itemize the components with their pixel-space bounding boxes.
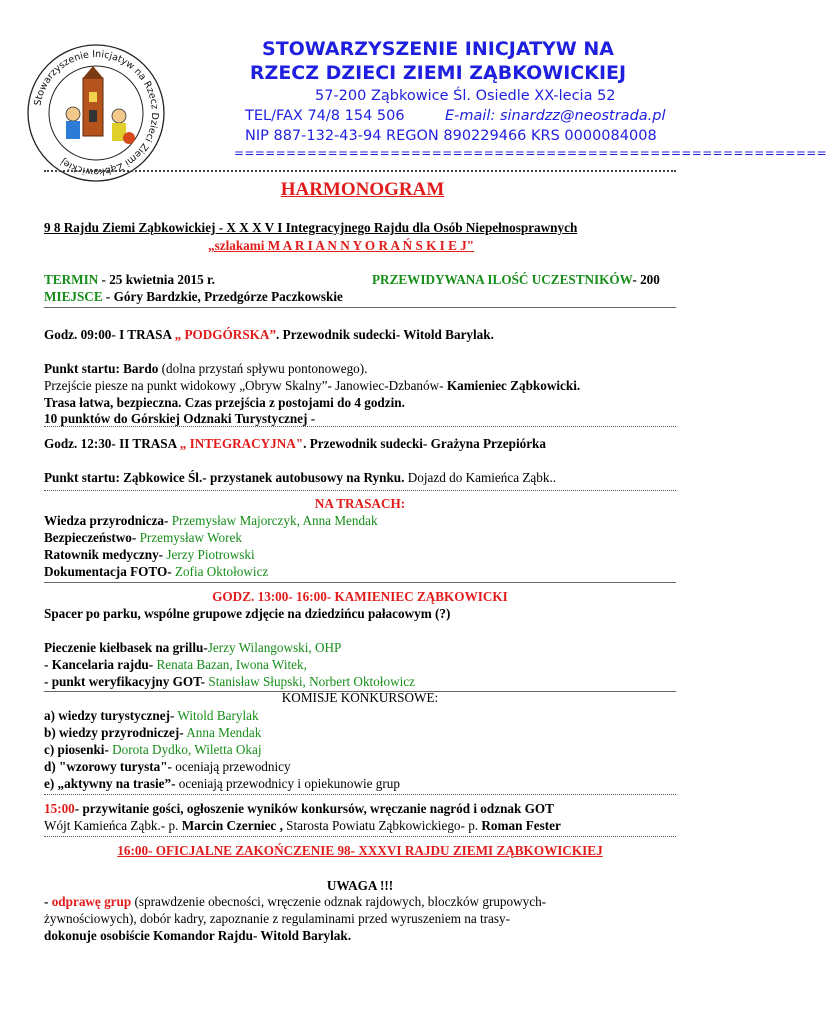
- guests-line: [44, 818, 561, 834]
- staff-role: Bezpieczeństwo-: [44, 530, 137, 545]
- finale-text: - przywitanie gości, ogłoszenie wyników konkursów, wręczanie nagród i odznak GOT: [74, 801, 554, 816]
- divider-staff: [44, 582, 676, 583]
- divider-komisje: [44, 794, 676, 795]
- trasa1-start-label: Punkt startu: Bardo: [44, 361, 159, 376]
- commission-label: c) piosenki-: [44, 742, 109, 757]
- trasa1-walk-dest: Kamieniec Ząbkowicki.: [446, 378, 581, 393]
- trasa1-walk: [44, 378, 580, 394]
- termin-value: - 25 kwietnia 2015 r.: [98, 272, 215, 287]
- organization-seal: [25, 42, 167, 184]
- commission-row: [44, 759, 291, 775]
- kamieniec-walk: Spacer po parku, wspólne grupowe zdjęcie na dziedzińcu pałacowym (?): [44, 606, 451, 621]
- trasa1-points: 10 punktów do Górskiej Odznaki Turystycznej -: [44, 411, 316, 426]
- uwaga-line3: dokonuje osobiście Komandor Rajdu- Witold Barylak.: [44, 928, 352, 943]
- finale-time: 15:00: [44, 801, 75, 816]
- trasa1-name: „ PODGÓRSKA”: [174, 327, 277, 342]
- staff-row: [44, 530, 242, 546]
- participants-line: [372, 272, 660, 288]
- participants-label: PRZEWIDYWANA ILOŚĆ UCZESTNIKÓW: [372, 272, 633, 287]
- commission-row: [44, 742, 262, 758]
- staff-row: [44, 547, 255, 563]
- grill-label: Pieczenie kiełbasek na grillu-: [44, 640, 208, 655]
- grill-value: Jerzy Wilangowski, OHP: [207, 640, 342, 655]
- trasa2-start-label: Punkt startu: Ząbkowice Śl.- przystanek autobusowy na Rynku.: [44, 470, 405, 485]
- na-trasach-heading: NA TRASACH:: [314, 496, 406, 511]
- org-email[interactable]: E-mail: sinardzz@neostrada.pl: [445, 108, 666, 124]
- uwaga-line1: [44, 894, 546, 910]
- seal-graphic: [25, 42, 167, 184]
- commission-label: b) wiedzy przyrodniczej-: [44, 725, 184, 740]
- equals-line: =========================================================: [234, 146, 827, 160]
- finale-line: [44, 801, 554, 817]
- commission-members: Anna Mendak: [183, 725, 262, 740]
- miejsce-line: [44, 289, 343, 305]
- staff-role: Ratownik medyczny-: [44, 547, 164, 562]
- trasa2-name: „ INTEGRACYJNA": [179, 436, 304, 451]
- guest2-name: Roman Fester: [481, 818, 561, 833]
- divider-trasa1: [44, 426, 676, 427]
- commission-members: oceniają przewodnicy i opiekunowie grup: [175, 776, 400, 791]
- commission-label: a) wiedzy turystycznej-: [44, 708, 175, 723]
- org-address: 57-200 Ząbkowice Śl. Osiedle XX-lecia 52: [315, 88, 616, 104]
- guest1-role: Wójt Kamieńca Ząbk.- p.: [44, 818, 182, 833]
- org-name-line2: RZECZ DZIECI ZIEMI ZĄBKOWICKIEJ: [249, 62, 627, 84]
- event-line1: 9 8 Rajdu Ziemi Ząbkowickiej - X X X V I Integracyjnego Rajdu dla Osób Niepełnosprawnych: [44, 220, 578, 235]
- trasa1-guide: . Przewodnik sudecki- Witold Barylak.: [276, 327, 494, 342]
- office-value: Renata Bazan, Iwona Witek,: [153, 657, 307, 672]
- komisje-heading: KOMISJE KONKURSOWE:: [281, 690, 439, 705]
- trasa1-start: [44, 361, 367, 377]
- staff-names: Jerzy Piotrowski: [163, 547, 255, 562]
- guest1-name: Marcin Czerniec ,: [181, 818, 283, 833]
- participants-value: - 200: [632, 272, 660, 287]
- got-line: [44, 674, 415, 690]
- office-label: - Kancelaria rajdu-: [44, 657, 154, 672]
- staff-row: [44, 513, 378, 529]
- org-ids: NIP 887-132-43-94 REGON 890229466 KRS 0000084008: [245, 128, 657, 144]
- miejsce-label: MIEJSCE: [44, 289, 103, 304]
- uwaga-dash: -: [44, 894, 52, 909]
- uwaga-line2: żywnościowych), dobór kadry, zapoznanie z regulaminami przed wyruszeniem na trasy-: [44, 911, 511, 926]
- uwaga-keyword: odprawę grup: [51, 894, 132, 909]
- trasa2-guide: . Przewodnik sudecki- Grażyna Przepiórka: [303, 436, 546, 451]
- divider-finale: [44, 836, 676, 837]
- staff-row: [44, 564, 268, 580]
- uwaga-heading: UWAGA !!!: [326, 878, 394, 893]
- commission-members: Dorota Dydko, Wiletta Okaj: [108, 742, 262, 757]
- uwaga-text1: (sprawdzenie obecności, wręczenie odznak rajdowych, bloczków grupowych-: [131, 894, 547, 909]
- divider-event: [44, 307, 676, 308]
- commission-label: e) „aktywny na trasie”-: [44, 776, 176, 791]
- trasa2-time: Godz. 12:30- II TRASA: [44, 436, 180, 451]
- trasa1-time: Godz. 09:00- I TRASA: [44, 327, 175, 342]
- commission-row: [44, 708, 259, 724]
- trasa2-start: [44, 470, 556, 486]
- org-telfax: TEL/FAX 74/8 154 506: [245, 108, 405, 124]
- staff-names: Przemysław Majorczyk, Anna Mendak: [168, 513, 378, 528]
- commission-row: [44, 776, 400, 792]
- commission-row: [44, 725, 261, 741]
- grill-line: [44, 640, 341, 656]
- commission-members: oceniają przewodnicy: [171, 759, 291, 774]
- got-value: Stanisław Słupski, Norbert Oktołowicz: [205, 674, 415, 689]
- page-title: HARMONOGRAM: [280, 179, 445, 200]
- kamieniec-heading: GODZ. 13:00- 16:00- KAMIENIEC ZĄBKOWICKI: [212, 589, 508, 604]
- trasa1-start-value: (dolna przystań spływu pontonowego).: [158, 361, 368, 376]
- divider-trasa2: [44, 490, 676, 491]
- miejsce-value: - Góry Bardzkie, Przedgórze Paczkowskie: [102, 289, 343, 304]
- event-line2: „szlakami M A R I A N N Y O R A Ń S K I E J": [208, 238, 475, 253]
- commission-members: Witold Barylak: [174, 708, 259, 723]
- staff-names: Zofia Oktołowicz: [171, 564, 269, 579]
- termin-line: [44, 272, 215, 288]
- trasa1-walk-text: Przejście piesze na punkt widokowy „Obryw Skalny”- Janowiec-Dzbanów-: [44, 378, 447, 393]
- seal-text: Stowarzyszenie Inicjatyw na Rzecz Dzieci Ziemi Ząbkowickiej: [32, 48, 161, 178]
- org-name-line1: STOWARZYSZENIE INICJATYW NA: [262, 38, 614, 60]
- office-line: [44, 657, 307, 673]
- staff-role: Wiedza przyrodnicza-: [44, 513, 169, 528]
- trasa1-heading: [44, 327, 494, 343]
- staff-role: Dokumentacja FOTO-: [44, 564, 172, 579]
- got-label: - punkt weryfikacyjny GOT-: [44, 674, 206, 689]
- trasa2-heading: [44, 436, 546, 452]
- closing-line: 16:00- OFICJALNE ZAKOŃCZENIE 98- XXXVI RAJDU ZIEMI ZĄBKOWICKIEJ: [117, 843, 603, 858]
- staff-names: Przemysław Worek: [136, 530, 242, 545]
- commission-label: d) "wzorowy turysta"-: [44, 759, 172, 774]
- trasa2-start-value: Dojazd do Kamieńca Ząbk..: [404, 470, 557, 485]
- trasa1-easy: Trasa łatwa, bezpieczna. Czas przejścia z postojami do 4 godzin.: [44, 395, 405, 410]
- header-divider: [44, 170, 676, 172]
- guest2-role: Starosta Powiatu Ząbkowickiego- p.: [282, 818, 482, 833]
- termin-label: TERMIN: [44, 272, 99, 287]
